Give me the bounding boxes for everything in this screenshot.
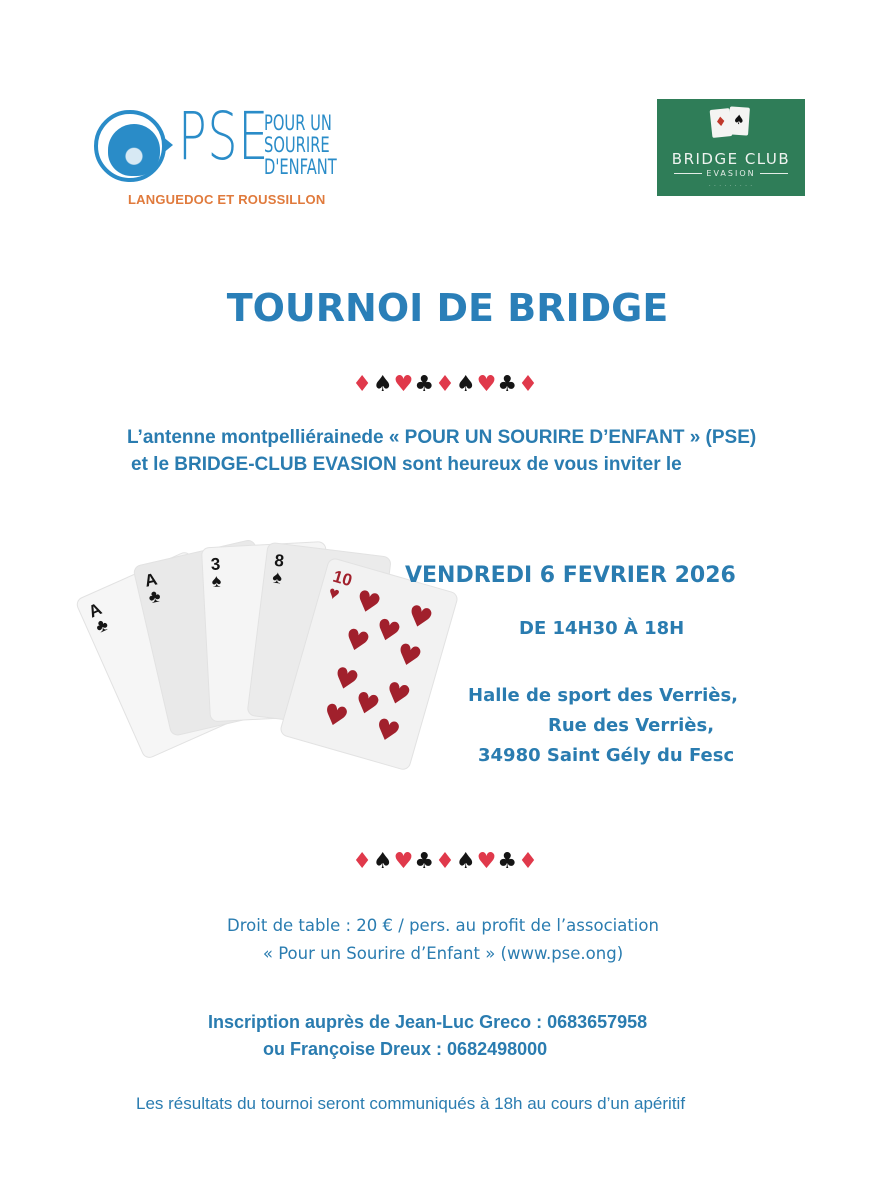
heart-icon: ♥	[393, 849, 415, 874]
heart-icon: ♥	[392, 636, 426, 676]
bridge-club-subtitle-text: EVASION	[706, 169, 756, 178]
spade-icon: ♠	[455, 849, 477, 874]
event-date: VENDREDI 6 FEVRIER 2026	[405, 563, 736, 588]
registration-contact-2: ou Françoise Dreux : 0682498000	[263, 1039, 548, 1059]
heart-icon: ♥	[403, 597, 437, 637]
tagline-line-3: D'ENFANT	[264, 155, 337, 179]
heart-icon: ♥	[318, 696, 353, 736]
spade-icon: ♠	[372, 849, 394, 874]
playing-cards-icon	[707, 105, 753, 139]
spade-icon: ♠	[211, 570, 222, 591]
results-announcement: Les résultats du tournoi seront communiqués à 18h au cours d’un apéritif	[136, 1094, 686, 1113]
heart-icon: ♥	[329, 660, 363, 699]
event-address-line-1: Halle de sport des Verriès,	[468, 685, 739, 706]
card-rank: 3	[210, 554, 221, 575]
card-rank: A	[85, 599, 105, 622]
heart-icon: ♥	[381, 674, 415, 714]
suit-divider-bottom	[10, 851, 871, 873]
bridge-club-logo	[657, 99, 805, 196]
club-icon: ♣	[92, 614, 112, 638]
tagline-line-1: POUR UN	[264, 111, 332, 135]
event-time: DE 14H30 À 18H	[519, 618, 685, 639]
child-portrait-icon	[108, 124, 160, 176]
card-rank: A	[142, 569, 160, 591]
playing-cards-illustration	[85, 530, 437, 790]
pse-logo-letters: PSE	[178, 98, 270, 175]
bridge-club-title: BRIDGE CLUB	[671, 150, 791, 168]
heart-icon: ♥	[350, 684, 384, 724]
suit-divider-top	[10, 374, 871, 396]
intro-line-2: et le BRIDGE-CLUB EVASION sont heureux de vous inviter le	[131, 454, 682, 475]
diamond-icon: ♦	[352, 372, 373, 397]
bridge-club-small-text: · · · · · · · · ·	[708, 183, 754, 189]
diamond-icon: ♦	[714, 114, 728, 131]
diamond-icon: ♦	[435, 849, 456, 874]
mini-card-spade	[728, 106, 750, 135]
heart-icon: ♥	[340, 621, 374, 661]
divider	[760, 173, 788, 174]
heart-icon: ♥	[370, 711, 405, 751]
table-fee-line-2: « Pour un Sourire d’Enfant » (www.pse.ong)	[262, 944, 624, 963]
intro-line-1: L’antenne montpelliérainede « POUR UN SOURIRE D’ENFANT » (PSE)	[127, 427, 757, 448]
card-index	[210, 556, 221, 590]
card-pips	[313, 583, 441, 752]
card-rank: 8	[273, 550, 286, 571]
table-fee-line-1: Droit de table : 20 € / pers. au profit de l’association	[227, 916, 659, 935]
club-icon: ♣	[414, 372, 436, 397]
speech-pointer-icon	[162, 136, 173, 154]
heart-icon: ♥	[476, 372, 498, 397]
page-title: TOURNOI DE BRIDGE	[226, 286, 669, 330]
spade-icon: ♠	[372, 372, 394, 397]
club-icon: ♣	[146, 585, 163, 608]
diamond-icon: ♦	[352, 849, 373, 874]
club-icon: ♣	[497, 372, 519, 397]
tagline-line-2: SOURIRE	[264, 133, 330, 157]
heart-icon: ♥	[393, 372, 415, 397]
club-icon: ♣	[497, 849, 519, 874]
heart-icon: ♥	[371, 611, 405, 651]
divider	[674, 173, 702, 174]
heart-icon: ♥	[351, 583, 385, 622]
pse-region-label: LANGUEDOC ET ROUSSILLON	[128, 192, 326, 207]
event-address-line-2: Rue des Verriès,	[548, 715, 715, 736]
club-icon: ♣	[414, 849, 436, 874]
pse-logo	[94, 98, 364, 213]
diamond-icon: ♦	[518, 849, 539, 874]
card-index	[86, 600, 111, 636]
card-index	[143, 571, 163, 607]
spade-icon: ♠	[732, 112, 746, 129]
event-address-line-3: 34980 Saint Gély du Fesc	[478, 745, 735, 766]
heart-icon: ♥	[326, 582, 342, 605]
pse-logo-tagline	[264, 112, 337, 178]
diamond-icon: ♦	[518, 372, 539, 397]
spade-icon: ♠	[455, 372, 477, 397]
heart-icon: ♥	[476, 849, 498, 874]
diamond-icon: ♦	[435, 372, 456, 397]
pse-emblem-circle	[94, 110, 166, 182]
bridge-club-subtitle	[657, 169, 805, 178]
invitation-intro	[127, 424, 756, 478]
registration-contact-1: Inscription auprès de Jean-Luc Greco : 0683657958	[208, 1012, 648, 1032]
card-index	[271, 552, 285, 587]
spade-icon: ♠	[271, 566, 284, 588]
card-rank: 10	[330, 566, 355, 591]
